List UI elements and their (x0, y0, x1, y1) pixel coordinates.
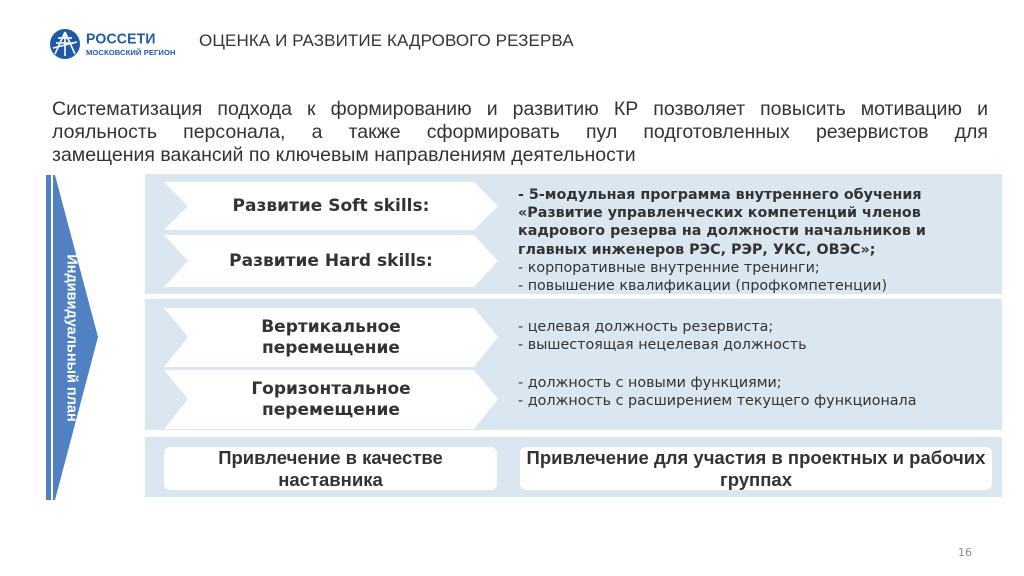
logo-subtitle: МОСКОВСКИЙ РЕГИОН (86, 48, 176, 57)
horizontal-move-description (518, 374, 998, 410)
description-line: - должность с расширением текущего функционала (518, 393, 917, 410)
project-groups-engagement-box: Привлечение для участия в проектных и рабочих группах (520, 447, 992, 490)
description-line: - корпоративные внутренние тренинги; (518, 259, 820, 276)
description-line: - вышестоящая нецелевая должность (518, 337, 807, 354)
description-line: - 5-модульная программа внутреннего обучения (518, 187, 922, 203)
chevron-label: Вертикальное перемещение (261, 316, 401, 358)
description-line: - повышение квалификации (профкомпетенции) (518, 278, 888, 295)
page-number: 16 (958, 546, 972, 559)
intro-line: Систематизация подхода к формированию и развитию КР позволяет повысить мотивацию и (52, 98, 988, 120)
description-line: - должность с новыми функциями; (518, 375, 782, 391)
chevron-vertical-move (164, 308, 498, 367)
chevron-label: Развитие Hard skills: (229, 250, 433, 271)
intro-line: замещения вакансий по ключевым направлениям деятельности (52, 144, 636, 166)
side-label-text: Индивидуальный план (64, 253, 81, 422)
side-bar (46, 175, 51, 500)
description-line: - целевая должность резервиста; (518, 319, 774, 335)
chevron-label: Горизонтальное перемещение (251, 378, 411, 420)
chevron-soft-skills (164, 182, 498, 230)
chevron-label: Развитие Soft skills: (232, 195, 430, 216)
description-line: кадрового резерва на должности начальников и (518, 223, 926, 240)
chevron-hard-skills (164, 235, 498, 287)
rosseti-emblem-icon (49, 28, 81, 60)
side-label (62, 175, 82, 500)
description-line: главных инженеров РЭС, РЭР, УКС, ОВЭС»; (518, 241, 876, 258)
company-logo (49, 28, 184, 62)
development-description (518, 186, 998, 295)
intro-line: лояльность персонала, а также сформировать пул подготовленных резервистов для (52, 121, 988, 143)
chevron-horizontal-move (164, 370, 498, 429)
description-line: «Развитие управленческих компетенций членов (518, 205, 921, 222)
page-title: ОЦЕНКА И РАЗВИТИЕ КАДРОВОГО РЕЗЕРВА (199, 31, 574, 50)
intro-paragraph (52, 98, 988, 167)
logo-name: РОССЕТИ (86, 29, 156, 47)
mentor-engagement-box: Привлечение в качестве наставника (164, 447, 497, 490)
vertical-move-description (518, 318, 998, 354)
